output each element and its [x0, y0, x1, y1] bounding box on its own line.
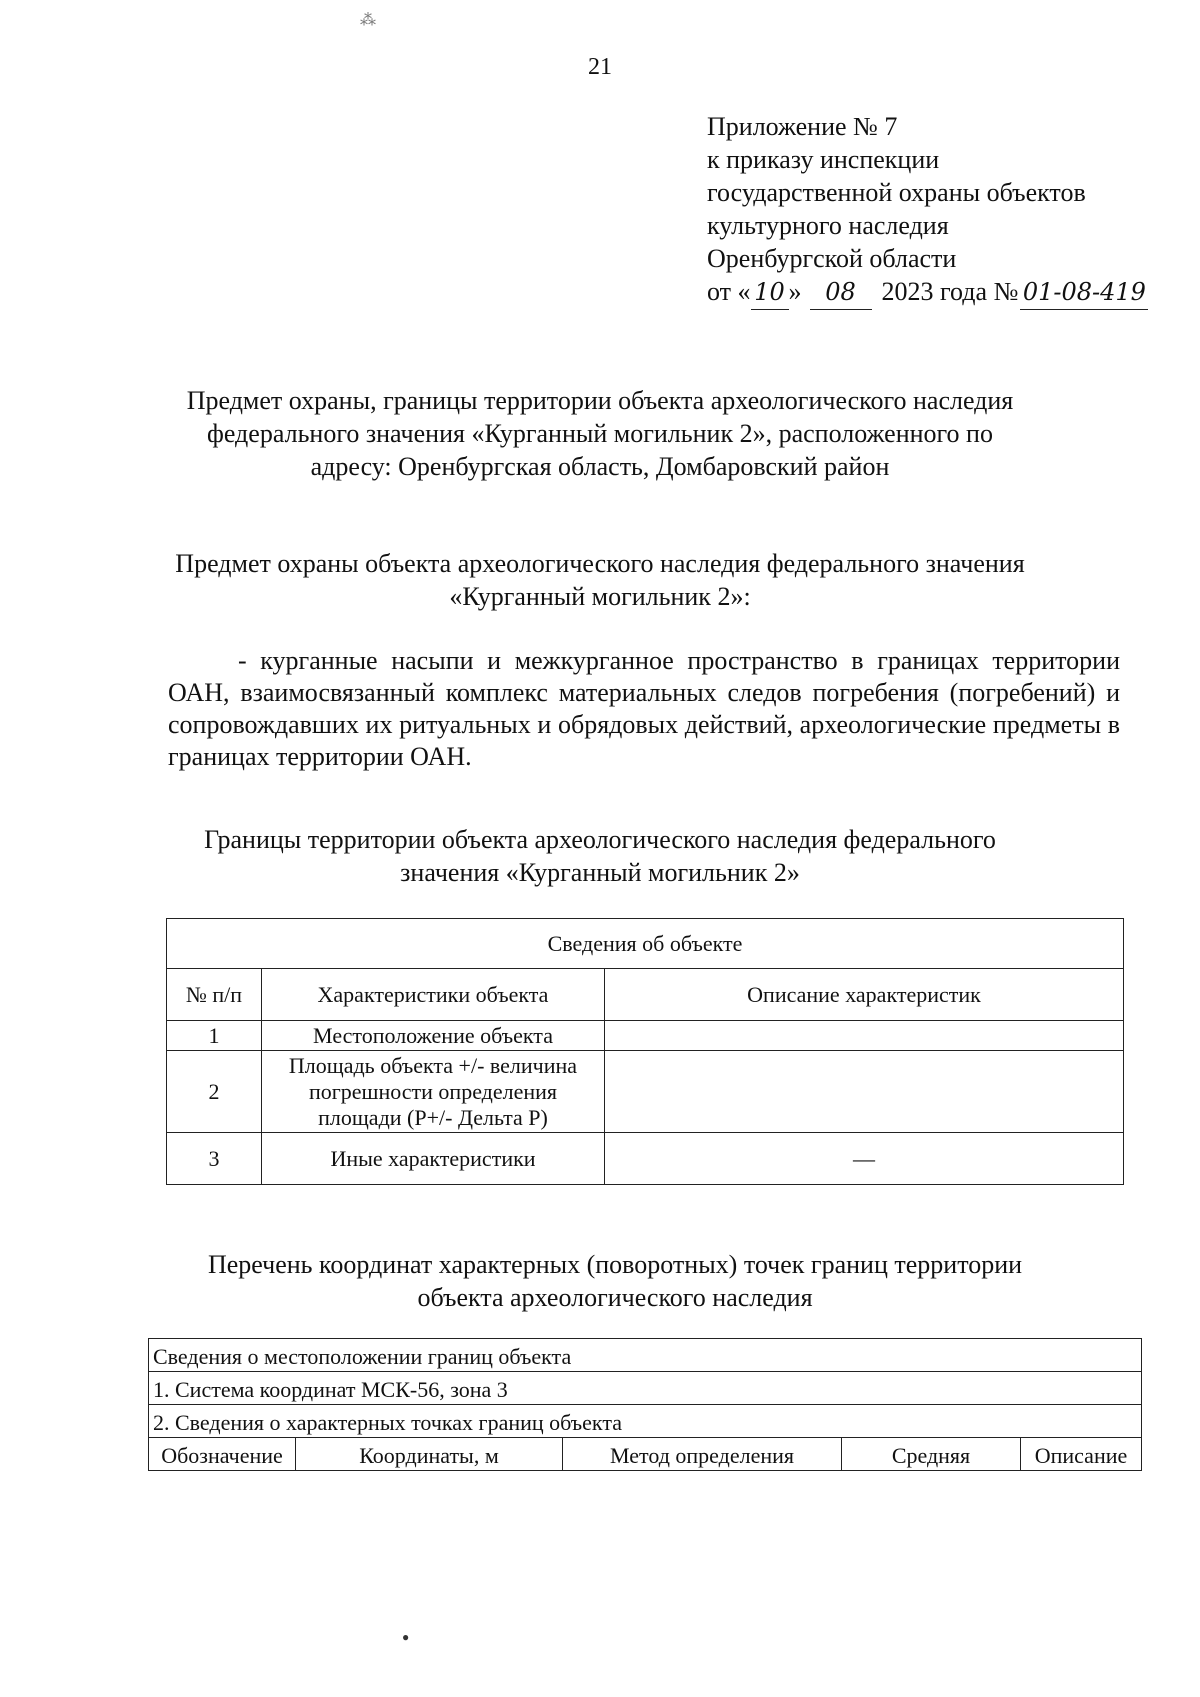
scan-artifact: ⁂ — [360, 12, 376, 29]
row-description — [605, 1051, 1124, 1133]
coords-row-points: 2. Сведения о характерных точках границ объекта — [149, 1405, 1142, 1438]
table-row — [167, 1133, 1124, 1185]
date-mid: » — [788, 277, 802, 306]
row-description: — — [605, 1133, 1124, 1185]
date-year: 2023 года № — [881, 277, 1019, 306]
title-line-2: федерального значения «Курганный могильник 2», расположенного по — [207, 419, 993, 448]
coords-header-designation: Обозначение — [149, 1438, 296, 1471]
appendix-block — [707, 110, 1148, 310]
object-table-caption: Сведения об объекте — [167, 919, 1124, 969]
subject-text: - курганные насыпи и межкурганное пространство в границах территории ОАН, взаимосвязанный комплекс материальных следов погребения (погребений) и сопровождавших их ритуальных и обрядовых действий, археологические предметы в границах территории ОАН. — [168, 646, 1120, 771]
coordinates-heading-line-2: объекта археологического наследия — [417, 1283, 813, 1312]
page-number: 21 — [588, 54, 612, 80]
coords-row-system: 1. Система координат МСК-56, зона 3 — [149, 1372, 1142, 1405]
boundaries-heading — [150, 823, 1050, 889]
appendix-line-2: к приказу инспекции — [707, 145, 940, 174]
table-row — [167, 1021, 1124, 1051]
subject-heading-line-2: «Курганный могильник 2»: — [449, 582, 751, 611]
row-description — [605, 1021, 1124, 1051]
coords-row-location: Сведения о местоположении границ объекта — [149, 1339, 1142, 1372]
appendix-line-3: государственной охраны объектов — [707, 178, 1086, 207]
coordinates-heading — [150, 1248, 1080, 1314]
table-row — [167, 1051, 1124, 1133]
title-line-3: адресу: Оренбургская область, Домбаровский район — [310, 452, 890, 481]
date-prefix: от « — [707, 277, 751, 306]
boundaries-heading-line-1: Границы территории объекта археологического наследия федерального — [204, 825, 996, 854]
handwritten-day: 10 — [751, 276, 789, 310]
subject-heading — [150, 547, 1050, 613]
row-number: 3 — [167, 1133, 262, 1185]
row-characteristic: Иные характеристики — [262, 1133, 605, 1185]
appendix-line-4: культурного наследия — [707, 211, 949, 240]
coords-header-average: Средняя — [842, 1438, 1021, 1471]
coordinates-heading-line-1: Перечень координат характерных (поворотных) точек границ территории — [207, 1250, 1023, 1279]
scan-speck: ● — [402, 1630, 410, 1644]
title-line-1: Предмет охраны, границы территории объекта археологического наследия — [186, 386, 1014, 415]
coords-header-description: Описание — [1021, 1438, 1142, 1471]
coords-header-coordinates: Координаты, м — [296, 1438, 563, 1471]
boundaries-heading-line-2: значения «Курганный могильник 2» — [400, 858, 800, 887]
appendix-line-1: Приложение № 7 — [707, 112, 898, 141]
coordinates-table — [148, 1338, 1142, 1471]
handwritten-order-number: 01-08-419 — [1020, 276, 1148, 310]
row-number: 2 — [167, 1051, 262, 1133]
appendix-date-line — [707, 275, 1148, 310]
row-characteristic: Местоположение объекта — [262, 1021, 605, 1051]
document-title — [150, 384, 1050, 483]
coords-header-method: Метод определения — [563, 1438, 842, 1471]
object-table-header-num: № п/п — [167, 969, 262, 1021]
handwritten-month: 08 — [810, 276, 872, 310]
object-table-header-desc: Описание характеристик — [605, 969, 1124, 1021]
row-characteristic: Площадь объекта +/- величина погрешности определения площади (Р+/- Дельта Р) — [262, 1051, 605, 1133]
object-info-table — [166, 918, 1124, 1185]
object-table-header-name: Характеристики объекта — [262, 969, 605, 1021]
row-number: 1 — [167, 1021, 262, 1051]
appendix-line-5: Оренбургской области — [707, 244, 957, 273]
subject-heading-line-1: Предмет охраны объекта археологического наследия федерального значения — [175, 549, 1025, 578]
